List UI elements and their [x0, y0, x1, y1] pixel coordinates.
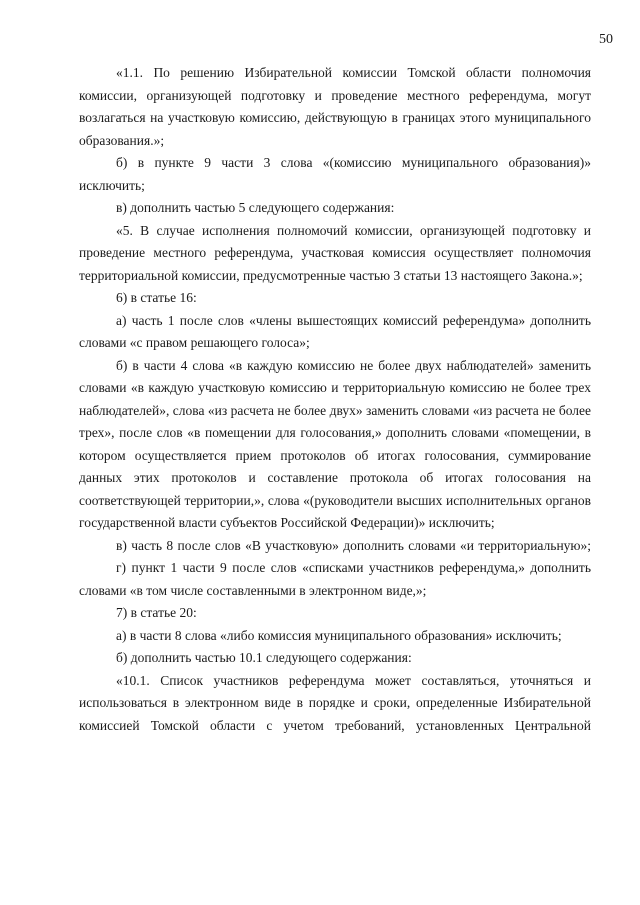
paragraph-article-20: 7) в статье 20:: [116, 605, 197, 620]
paragraph-article-16: 6) в статье 16:: [116, 290, 197, 305]
document-body: [79, 62, 591, 737]
page-number: 50: [599, 32, 613, 47]
paragraph-v-add-part-5: в) дополнить частью 5 следующего содержания:: [116, 200, 395, 215]
paragraph-a-part-1: а) часть 1 после слов «члены вышестоящих комиссий референдума» дополнить словами «с правом решающего голоса»;: [79, 312, 591, 350]
paragraph-part-5-text: «5. В случае исполнения полномочий комиссии, организующей подготовку и проведение местного референдума, участковая комиссия осуществляет полномочия территориальной комиссии, предусмотренные частью 3 статьи 13 настоящего Закона.»;: [79, 222, 591, 283]
paragraph-b-part-4: б) в части 4 слова «в каждую комиссию не более двух наблюдателей» заменить словами «в каждую участковую комиссию и территориальную комиссию не более трех наблюдателей», слова «из расчета не более двух» заменить словами «из расчета не более трех», после слов «в помещении для голосования,» дополнить словами «помещении, в котором осуществляется прием протоколов об итогах голосования, суммирование данных этих протоколов и составление протокола об итогах голосования на соответствующей территории,», слова «(руководители высших исполнительных органов государственной власти субъектов Российской Федерации)» исключить;: [79, 357, 591, 530]
paragraph-g-item-1: г) пункт 1 части 9 после слов «списками участников референдума,» дополнить словами «в том числе составленными в электронном виде,»;: [79, 560, 591, 598]
paragraph-1-1: «1.1. По решению Избирательной комиссии Томской области полномочия комиссии, организующей подготовку и проведение местного референдума, могут возлагаться на участковую комиссию, действующую в границах этого муниципального образования.»;: [79, 65, 591, 148]
paragraph-b-part-10-1: б) дополнить частью 10.1 следующего содержания:: [116, 650, 412, 665]
paragraph-v-part-8: в) часть 8 после слов «В участковую» дополнить словами «и территориальную»;: [116, 537, 591, 553]
paragraph-b-item-9: б) в пункте 9 части 3 слова «(комиссию муниципального образования)» исключить;: [79, 155, 591, 193]
paragraph-a-part-8: а) в части 8 слова «либо комиссия муниципального образования» исключить;: [116, 627, 562, 643]
paragraph-part-10-1-text: «10.1. Список участников референдума может составляться, уточняться и использоваться в электронном виде в порядке и сроки, определенные Избирательной комиссией Томской области с учетом требований, установленных Центральной: [79, 672, 591, 733]
